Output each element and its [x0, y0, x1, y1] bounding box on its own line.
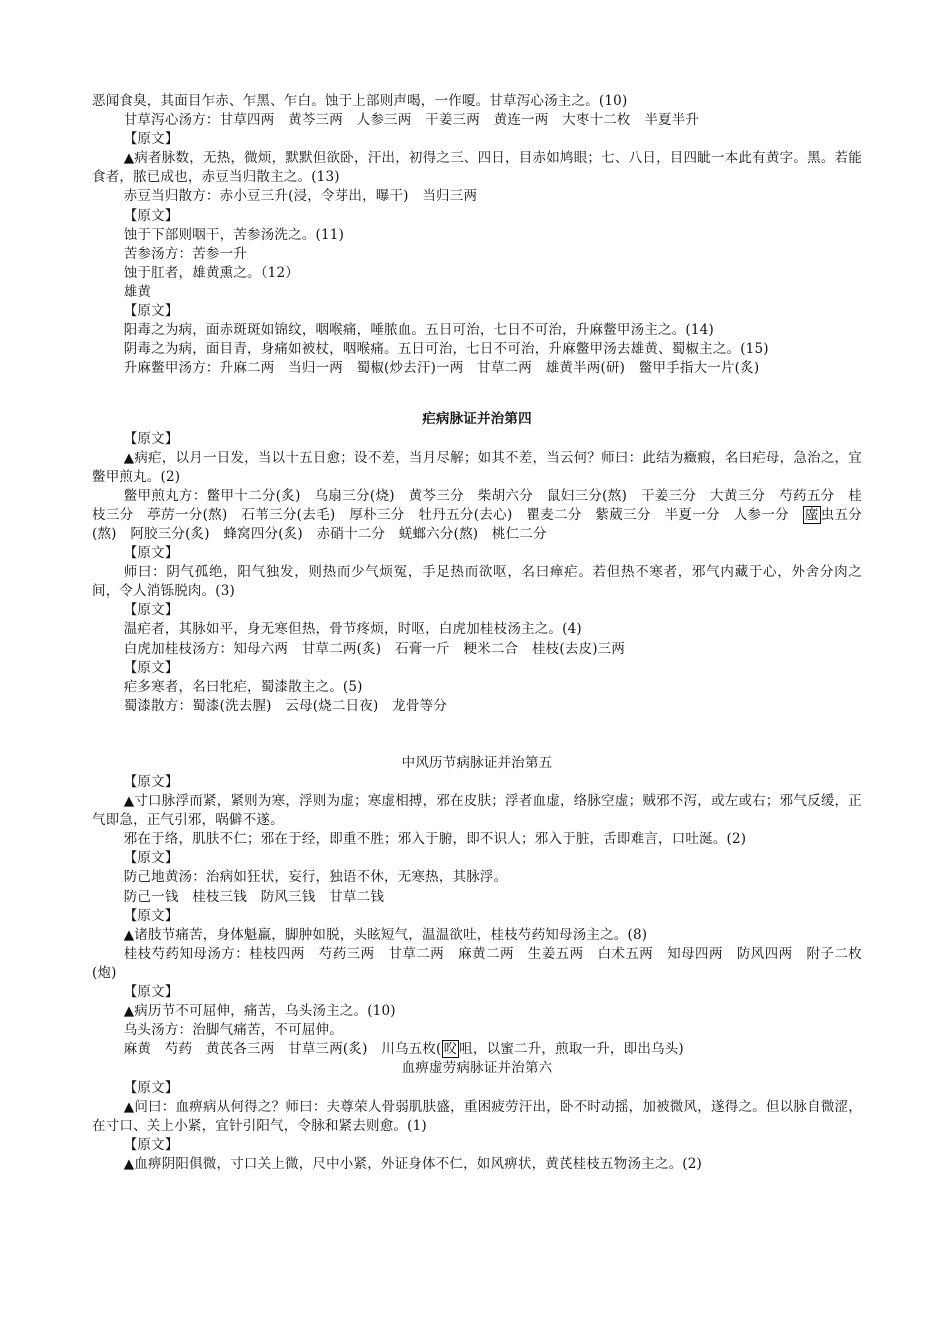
clause-line: ▲诸肢节痛苦，身体魁羸，脚肿如脱，头眩短气，温温欲吐，桂枝芍药知母汤主之。(8): [123, 926, 648, 943]
original-text-label: 【原文】: [123, 850, 179, 867]
original-text-label: 【原文】: [123, 430, 179, 447]
clause-line: ▲寸口脉浮而紧，紧则为寒，浮则为虚；寒虚相搏，邪在皮肤；浮者血虚，络脉空虚；贼邪不泻，或左或右；邪气反缓，正气即急，正气引邪，㖞僻不遂。: [92, 793, 862, 829]
clause-line: 温疟者，其脉如平，身无寒但热，骨节疼烦，时呕，白虎加桂枝汤主之。(4): [123, 621, 582, 638]
original-text-label: 【原文】: [123, 207, 179, 224]
original-text-label: 【原文】: [123, 1079, 179, 1096]
formula-text: 鳖甲煎丸方：鳖甲十二分(炙) 乌扇三分(烧) 黄芩三分 柴胡六分 鼠妇三分(熬) 干姜三分 大黄三分 芍药五分 桂枝三分 葶苈一分(熬) 石苇三分(去毛) 厚朴三分 牡丹五分(去心) 瞿麦二分 紫葳三分 半夏一分 人参一分: [92, 487, 862, 523]
section-heading: 疟病脉证并治第四: [422, 411, 532, 428]
clause-line: ▲病者脉数，无热，微烦，默默但欲卧，汗出，初得之三、四日，目赤如鸠眼；七、八日，目四眦一本此有黄字。黑。若能食者，脓已成也，赤豆当归散主之。(13): [92, 150, 862, 186]
original-text-label: 【原文】: [123, 303, 179, 320]
formula-line: [92, 487, 862, 544]
formula-line: 防己地黄汤：治病如狂状，妄行，独语不休，无寒热，其脉浮。: [123, 869, 508, 886]
formula-line: 苦参汤方：苦参一升: [123, 245, 248, 262]
clause-line: 阳毒之为病，面赤斑斑如锦纹，咽喉痛，唾脓血。五日可治，七日不可治，升麻鳖甲汤主之。(14): [123, 322, 714, 339]
original-text-label: 【原文】: [123, 131, 179, 148]
clause-line: ▲病历节不可屈伸，痛苦，乌头汤主之。(10): [123, 1003, 396, 1020]
original-text-label: 【原文】: [123, 774, 179, 790]
boxed-character: 䗪: [804, 506, 819, 523]
original-text-label: 【原文】: [123, 545, 179, 562]
formula-line: [92, 1040, 862, 1059]
formula-line: 白虎加桂枝汤方：知母六两 甘草二两(炙) 石膏一斤 粳米二合 桂枝(去皮)三两: [123, 640, 626, 657]
boxed-character: 㕮: [443, 1041, 458, 1058]
formula-line: 桂枝芍药知母汤方：桂枝四两 芍药三两 甘草二两 麻黄二两 生姜五两 白术五两 知母四两 防风四两 附子二枚(炮): [92, 945, 862, 981]
section-heading: 中风历节病脉证并治第五: [401, 754, 553, 771]
formula-line: 蜀漆散方：蜀漆(洗去腥) 云母(烧二日夜) 龙骨等分: [123, 697, 447, 714]
formula-text: 虫五分(熬) 阿胶三分(炙) 蜂窝四分(炙) 赤硝十二分 蜣螂六分(熬) 桃仁二分: [92, 506, 862, 542]
formula-line: 赤豆当归散方：赤小豆三升(浸，令芽出，曝干) 当归三两: [123, 188, 478, 205]
clause-line: ▲血痹阴阳俱微，寸口关上微，尺中小紧，外证身体不仁，如风痹状，黄芪桂枝五物汤主之。(2): [123, 1155, 703, 1172]
formula-line: 雄黄: [123, 283, 152, 300]
section-heading: 血痹虚劳病脉证并治第六: [401, 1060, 553, 1077]
clause-line: 邪在于络，肌肤不仁；邪在于经，即重不胜；邪入于腑，即不识人；邪入于脏，舌即难言，口吐涎。(2): [123, 831, 747, 848]
clause-line: 阴毒之为病，面目青，身痛如被杖，咽喉痛。五日可治，七日不可治，升麻鳖甲汤去雄黄、蜀椒主之。(15): [123, 341, 769, 358]
original-text-label: 【原文】: [123, 984, 179, 1001]
clause-line: ▲病疟，以月一日发，当以十五日愈；设不差，当月尽解；如其不差，当云何？师曰：此结为癥瘕，名曰疟母，急治之，宜鳖甲煎丸。(2): [92, 449, 862, 485]
formula-line: 升麻鳖甲汤方：升麻二两 当归一两 蜀椒(炒去汗)一两 甘草二两 雄黄半两(研) 鳖甲手指大一片(炙): [123, 360, 760, 377]
formula-line: 防己一钱 桂枝三钱 防风三钱 甘草二钱: [123, 888, 385, 905]
clause-line: 蚀于肛者，雄黄熏之。（12）: [123, 264, 299, 281]
clause-line: 疟多寒者，名曰牝疟，蜀漆散主之。(5): [123, 678, 363, 695]
clause-line: 蚀于下部则咽干，苦参汤洗之。(11): [123, 226, 345, 243]
formula-line: 乌头汤方：治脚气痛苦，不可屈伸。: [123, 1022, 343, 1039]
formula-text: 咀，以蜜二升，煎取一升，即出乌头): [459, 1041, 684, 1058]
clause-line: ▲问曰：血痹病从何得之？师曰：夫尊荣人骨弱肌肤盛，重困疲劳汗出，卧不时动摇，加被微风，遂得之。但以脉自微涩，在寸口、关上小紧，宜针引阳气，令脉和紧去则愈。(1): [92, 1098, 862, 1134]
document-page: [92, 92, 862, 1174]
clause-line: 师曰：阴气孤绝，阳气独发，则热而少气烦冤，手足热而欲呕，名曰瘅疟。若但热不寒者，邪气内藏于心，外舍分肉之间，令人消铄脱肉。(3): [92, 564, 862, 600]
original-text-label: 【原文】: [123, 602, 179, 619]
original-text-label: 【原文】: [123, 659, 179, 676]
formula-line: 甘草泻心汤方：甘草四两 黄芩三两 人参三两 干姜三两 黄连一两 大枣十二枚 半夏半升: [123, 112, 700, 129]
original-text-label: 【原文】: [123, 907, 179, 924]
original-text-label: 【原文】: [123, 1136, 179, 1153]
formula-text: 麻黄 芍药 黄芪各三两 甘草三两(炙) 川乌五枚(: [123, 1041, 442, 1058]
text-line: 恶闻食臭，其面目乍赤、乍黑、乍白。蚀于上部则声喝，一作嗄。甘草泻心汤主之。(10): [92, 93, 628, 109]
